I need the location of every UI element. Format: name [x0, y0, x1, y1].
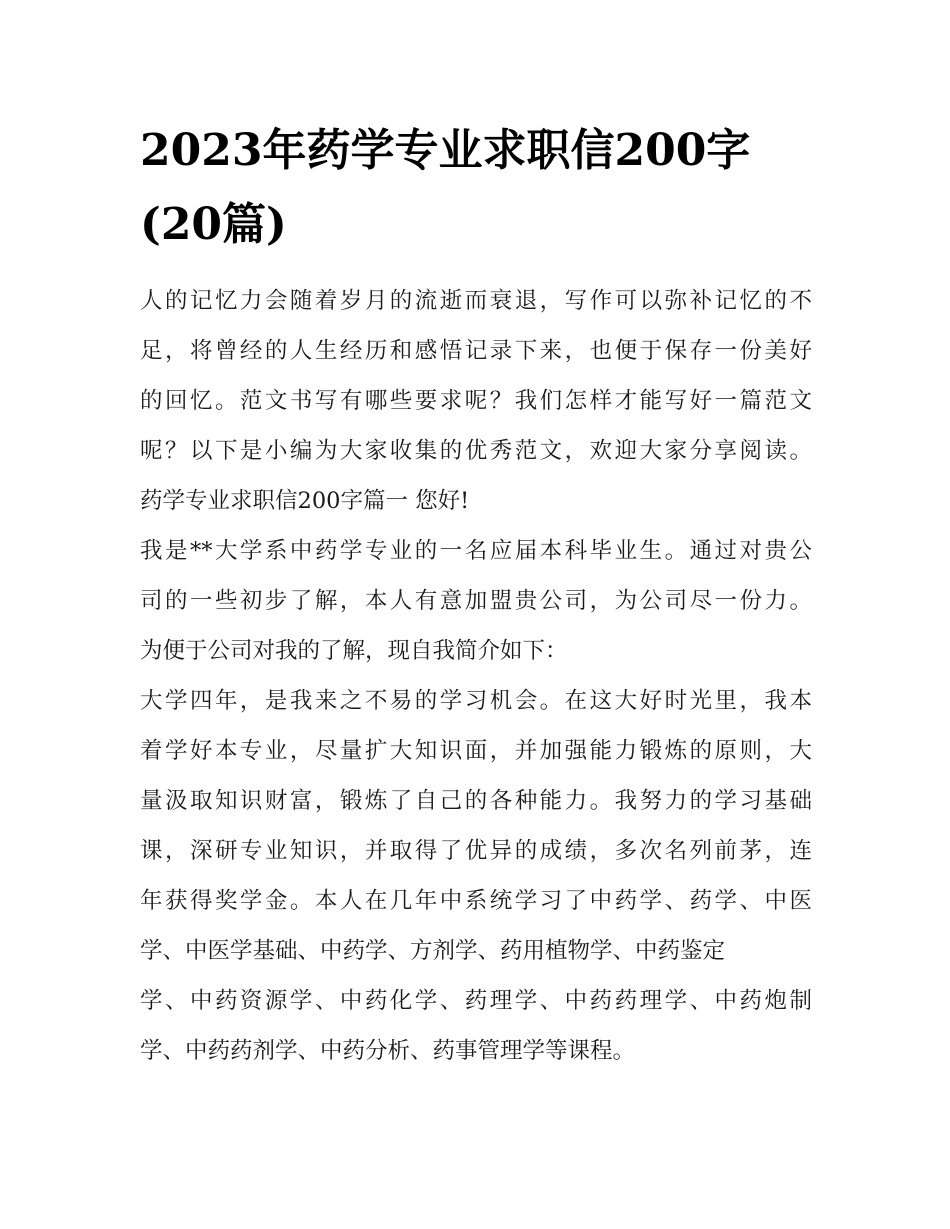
- body-line: 人的记忆力会随着岁月的流逝而衰退，写作可以弥补记忆的不: [140, 288, 812, 314]
- document-body: [140, 276, 812, 1076]
- body-line: 学、中医学基础、中药学、方剂学、药用植物学、中药鉴定: [140, 938, 726, 964]
- title-line-2: (20篇): [140, 199, 287, 250]
- body-line: 课，深研专业知识，并取得了优异的成绩，多次名列前茅，连: [140, 838, 812, 864]
- body-line: 着学好本专业，尽量扩大知识面，并加强能力锻炼的原则，大: [140, 738, 812, 764]
- body-line: 司的一些初步了解，本人有意加盟贵公司，为公司尽一份力。: [140, 588, 812, 614]
- body-line: 为便于公司对我的了解，现自我简介如下：: [140, 638, 568, 664]
- body-line: 大学四年，是我来之不易的学习机会。在这大好时光里，我本: [140, 688, 812, 714]
- body-line: 学、中药药剂学、中药分析、药事管理学等课程。: [140, 1038, 636, 1064]
- body-line: 药学专业求职信200字篇一 您好!: [140, 488, 470, 514]
- title-line-1: 2023年药学专业求职信200字: [140, 125, 751, 176]
- body-line: 足，将曾经的人生经历和感悟记录下来，也便于保存一份美好: [140, 338, 812, 364]
- document-title: [140, 114, 820, 262]
- body-line: 的回忆。范文书写有哪些要求呢？我们怎样才能写好一篇范文: [140, 388, 812, 414]
- body-line: 我是**大学系中药学专业的一名应届本科毕业生。通过对贵公: [140, 538, 812, 564]
- body-line: 年获得奖学金。本人在几年中系统学习了中药学、药学、中医: [140, 888, 812, 914]
- body-line: 呢？以下是小编为大家收集的优秀范文，欢迎大家分享阅读。: [140, 438, 812, 464]
- body-line: 量汲取知识财富，锻炼了自己的各种能力。我努力的学习基础: [140, 788, 812, 814]
- body-line: 学、中药资源学、中药化学、药理学、中药药理学、中药炮制: [140, 988, 812, 1014]
